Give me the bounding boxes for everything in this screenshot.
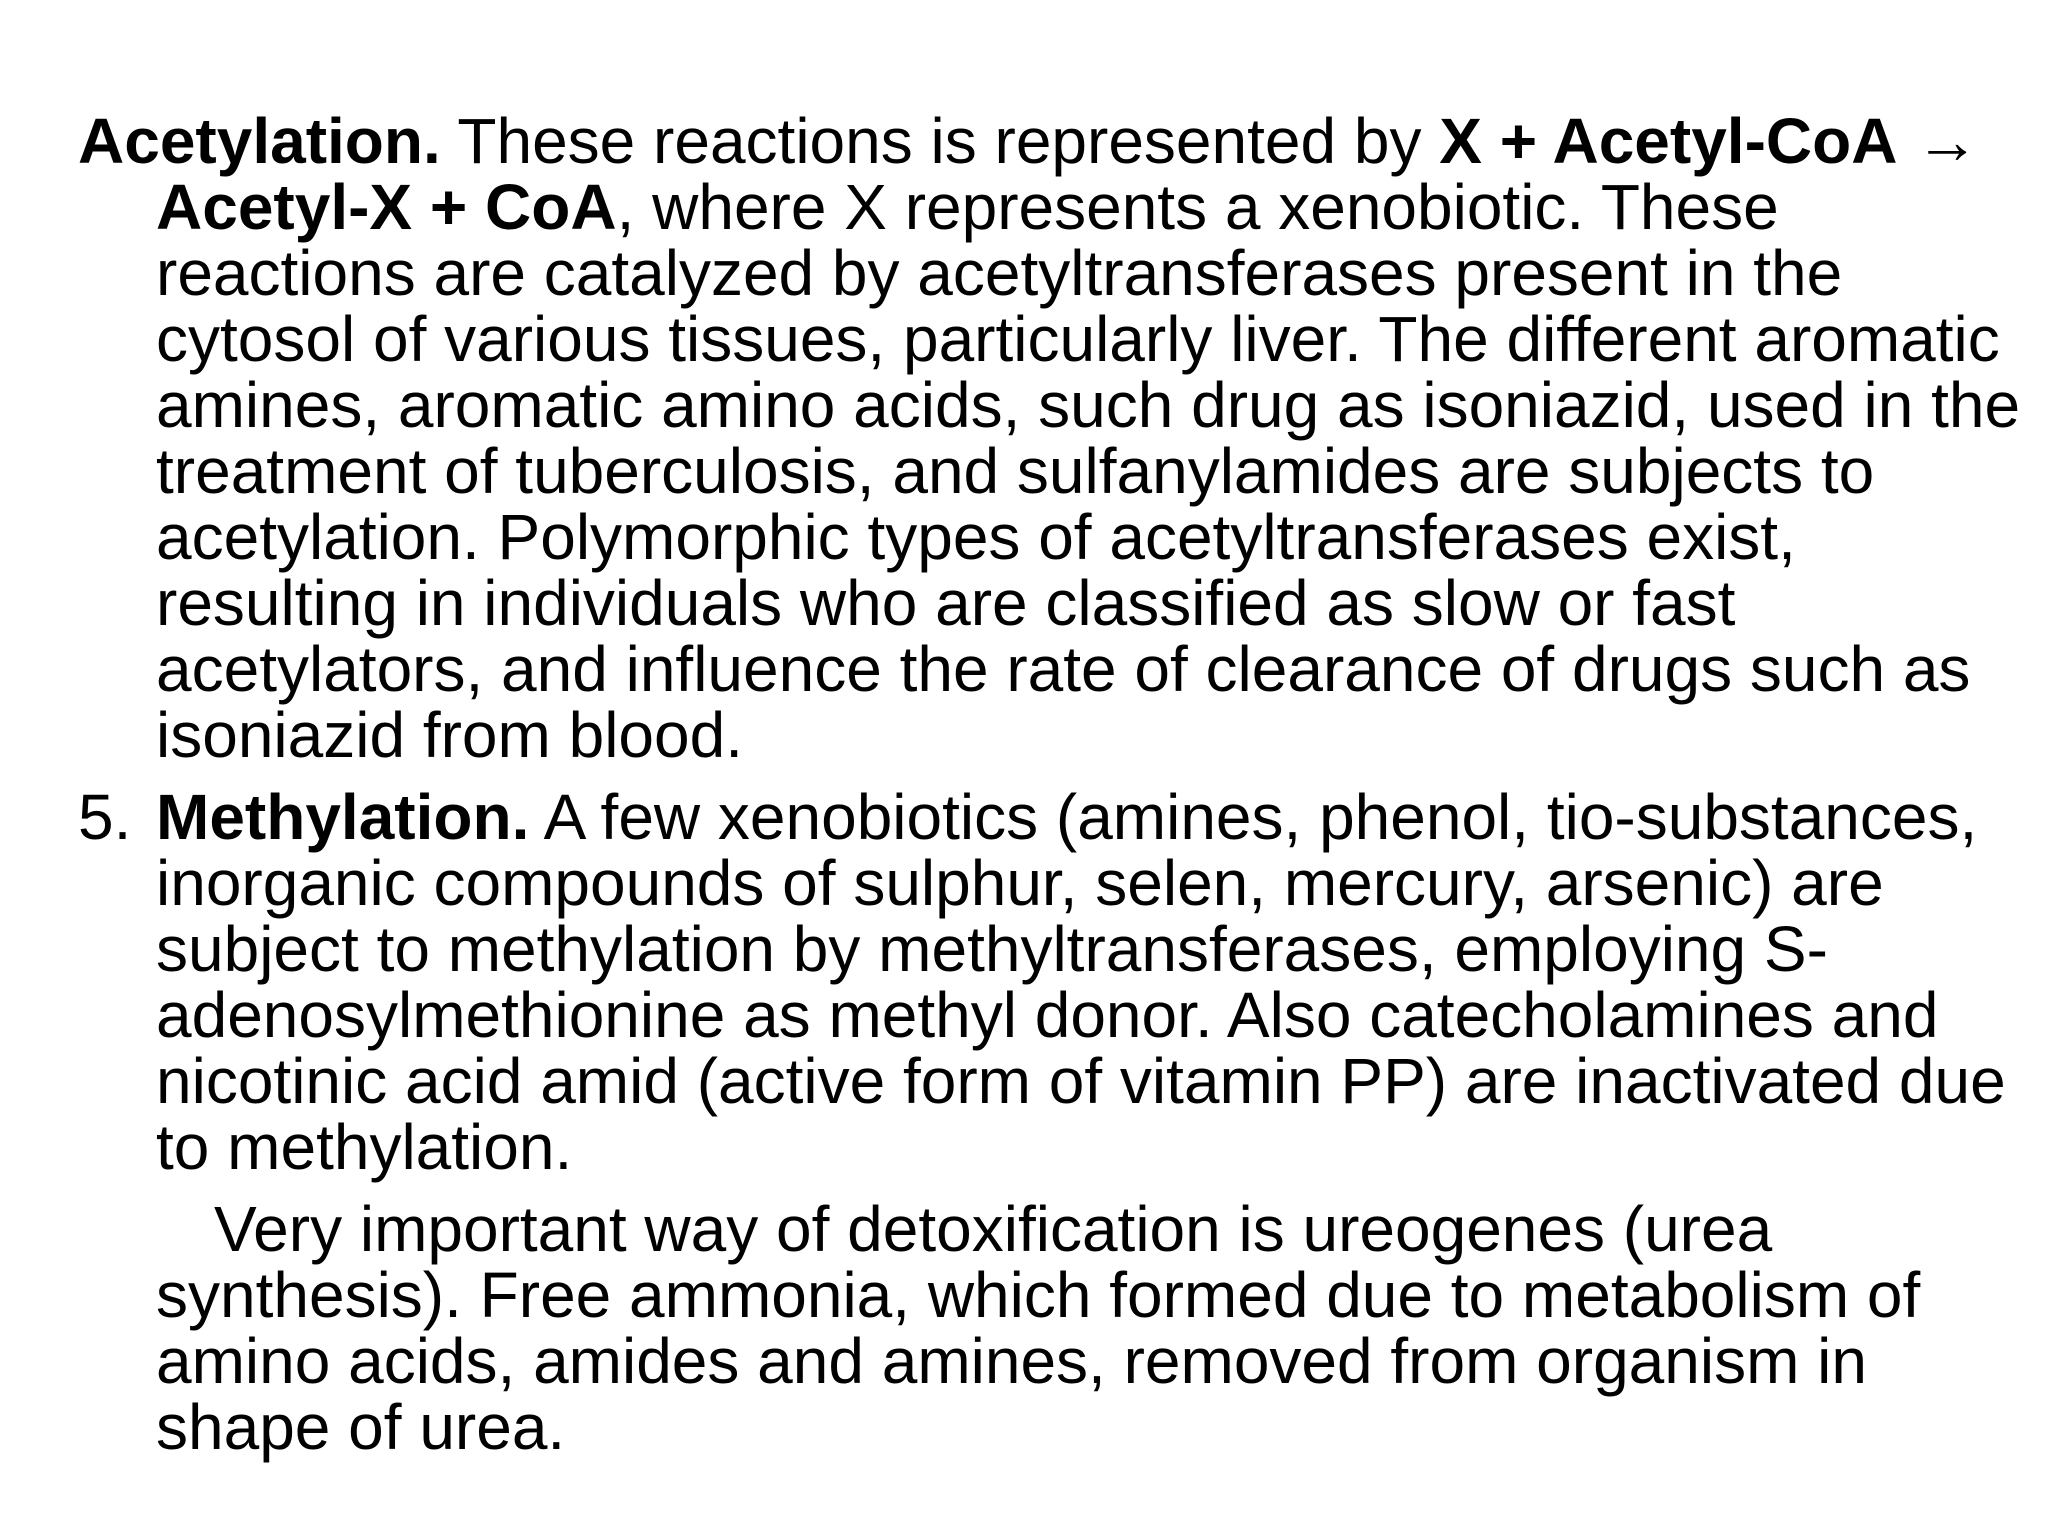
slide-content (78, 105, 2028, 1463)
methylation-body: A few xenobiotics (amines, phenol, tio-substances, inorganic compounds of sulphur, selen, mercury, arsenic) are subject to methylation by methyltransferases, employing S-adenosylmethionine as methyl donor. Also catecholamines and nicotinic acid amid (active form of vitamin PP) are inactivated due to methylation. (156, 781, 2006, 1183)
acetylation-intro: These reactions is represented by (440, 105, 1440, 177)
reaction-reactants: X + Acetyl-CoA (1439, 105, 1898, 177)
acetylation-body: , where X represents a xenobiotic. These reactions are catalyzed by acetyltransferases present in the cytosol of various tissues, particularly liver. The different aromatic amines, aromatic amino acids, such drug as isoniazid, used in the treatment of tuberculosis, and sulfanylamides are subjects to acetylation. Polymorphic types of acetyltransferases exist, resulting in individuals who are classified as slow or fast acetylators, and influence the rate of clearance of drugs such as isoniazid from blood. (156, 171, 2021, 771)
paragraph-acetylation (78, 105, 2028, 771)
reaction-products: Acetyl-X + CoA (156, 171, 617, 243)
list-number: 5. (78, 781, 132, 853)
reaction-arrow: → (1897, 105, 1980, 177)
paragraph-ureogenesis (78, 1193, 2028, 1463)
paragraph-methylation (78, 781, 2028, 1183)
ureogenesis-body: Very important way of detoxification is ureogenes (urea synthesis). Free ammonia, which formed due to metabolism of amino acids, amides and amines, removed from organism in shape of urea. (156, 1193, 1921, 1463)
methylation-heading: Methylation. (156, 781, 530, 853)
acetylation-heading: Acetylation. (78, 105, 441, 177)
